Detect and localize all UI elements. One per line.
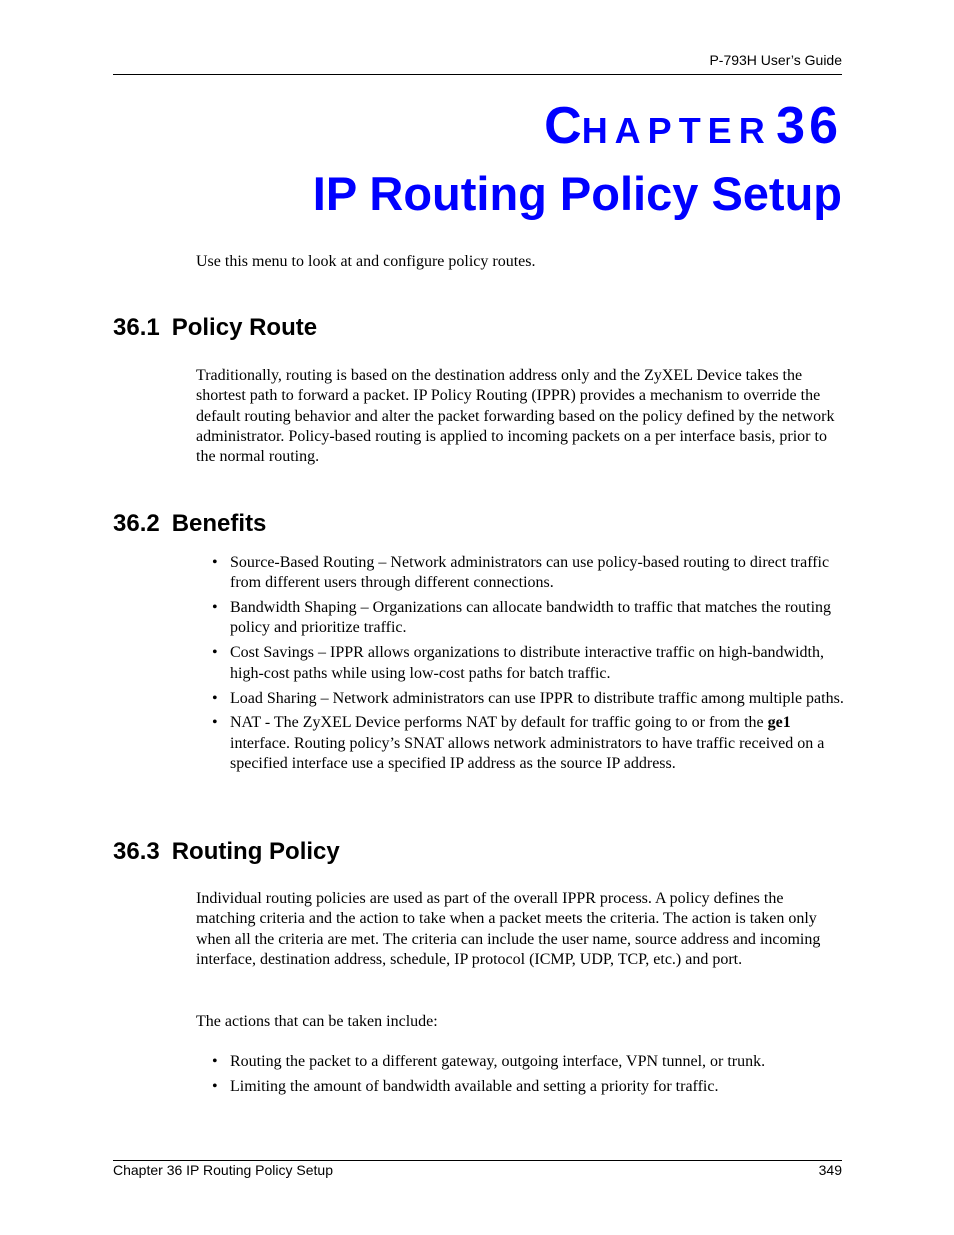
footer-chapter-title: Chapter 36 IP Routing Policy Setup: [113, 1162, 333, 1178]
bullet-icon: •: [212, 689, 218, 707]
header-rule: [113, 74, 842, 75]
list-item: • Routing the packet to a different gateway, outgoing interface, VPN tunnel, or trunk.: [196, 1052, 846, 1072]
interface-name: ge1: [767, 714, 791, 732]
bullet-icon: •: [212, 554, 218, 571]
section-heading-policy-route: [113, 316, 317, 340]
list-item: • Cost Savings – IPPR allows organizations to distribute interactive traffic on high-bandwidth, high-cost paths while using low-cost paths for batch traffic.: [212, 644, 824, 682]
chapter-title: IP Routing Policy Setup: [312, 167, 842, 220]
section-heading-routing-policy: [113, 840, 340, 864]
chapter-label-rest: HAPTER: [581, 110, 772, 151]
actions-list: [196, 1052, 846, 1102]
section-title: Policy Route: [171, 314, 318, 341]
bullet-icon: •: [212, 714, 218, 732]
actions-intro: The actions that can be taken include:: [196, 1013, 438, 1030]
section-number: 36.1: [113, 314, 160, 341]
chapter-label-initial: C: [544, 97, 582, 155]
list-item: • Source-Based Routing – Network administrators can use policy-based routing to direct traffic from different users through different connections.: [212, 554, 830, 592]
bullet-icon: •: [212, 644, 218, 662]
bullet-icon: •: [212, 1077, 218, 1095]
bullet-icon: •: [212, 1053, 218, 1070]
section-title: Routing Policy: [171, 838, 340, 865]
footer-rule: [113, 1160, 842, 1161]
list-item: • Limiting the amount of bandwidth available and setting a priority for traffic.: [196, 1077, 846, 1097]
list-item: • NAT - The ZyXEL Device performs NAT by default for traffic going to or from the ge1 interface. Routing policy’s SNAT allows network administrators to have traffic received on a specified interface use a specified IP address as the source IP address.: [212, 714, 825, 773]
list-item: • Load Sharing – Network administrators can use IPPR to distribute traffic among multiple paths.: [196, 689, 846, 709]
bullet-icon: •: [212, 599, 218, 617]
running-header: P-793H User’s Guide: [709, 52, 842, 68]
list-item: • Bandwidth Shaping – Organizations can allocate bandwidth to traffic that matches the routing policy and prioritize traffic.: [212, 599, 832, 637]
chapter-label: [544, 97, 842, 155]
page-number: 349: [818, 1162, 842, 1178]
chapter-number: 36: [776, 97, 842, 155]
section-heading-benefits: [113, 512, 266, 536]
section-title: Benefits: [171, 510, 267, 537]
routing-policy-paragraph: Individual routing policies are used as part of the overall IPPR process. A policy defines the matching criteria and the action to take when a packet meets the criteria. The action is taken only when all the criteria are met. The criteria can include the user name, source address and incoming interface, destination address, schedule, IP protocol (ICMP, UDP, TCP, etc.) and port.: [196, 890, 821, 968]
intro-paragraph: Use this menu to look at and configure policy routes.: [196, 253, 536, 270]
section-number: 36.3: [113, 838, 160, 865]
policy-route-paragraph: Traditionally, routing is based on the destination address only and the ZyXEL Device takes the shortest path to forward a packet. IP Policy Routing (IPPR) provides a mechanism to override the default routing behavior and alter the packet forwarding based on the policy defined by the network administrator. Policy-based routing is applied to incoming packets on a per interface basis, prior to the normal routing.: [196, 367, 835, 466]
benefits-list: [196, 553, 846, 779]
section-number: 36.2: [113, 510, 160, 537]
